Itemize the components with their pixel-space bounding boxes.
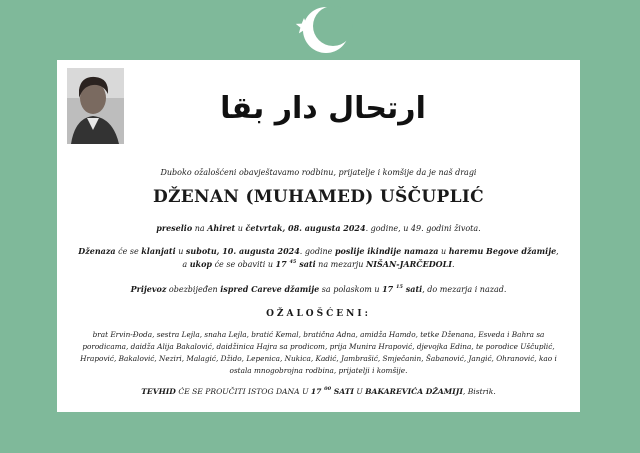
tevhid-line: TEVHID ĆE SE PROUČITI ISTOG DANA U 17 $^{00}$ SATI U BAKAREVIĆA DŽAMIJI, Bistrik. (141, 386, 496, 396)
crescent-star-icon (292, 4, 352, 56)
portrait-photo (67, 68, 124, 144)
mourners-header: OŽALOŠĆENI: (266, 309, 371, 319)
intro-text: Duboko ožalošćeni obavještavamo rodbinu, prijatelje i komšije da je naš dragi (160, 168, 477, 177)
deceased-name: DŽENAN (MUHAMED) UŠČUPLIĆ (153, 187, 484, 207)
mourners-list: brat Ervin-Đoda, sestra Lejla, snaha Lejla, bratić Kemal, bratična Adna, amidža Hamdo, tetke Dženana, Esveda i Bahra sa porodicama, daidža Alija Bakalović, daidžinica Hajra sa prodicom, prija Munira Hrapović, djevojka Edina, te porodice Uščuplić, Hrapović, Bakalović, Neziri, Malagić, Džido, Lepenica, Nukica, Kadić, Jambrašić, Smječanin, Šabanović, Jangić, Ohranović, kao i ostala mnogobrojna rodbina, prijatelji i komšije. (80, 330, 557, 375)
transport-line: Prijevoz obezbijeđen ispred Careve džamije sa polaskom u 17 $^{15}$ sati, do mezarja i nazad. (130, 284, 507, 294)
arabic-calligraphy (220, 74, 426, 138)
obituary-card (57, 60, 580, 412)
calligraphy-text: ارتحال دار بقا (220, 91, 426, 126)
death-line: preselio na Ahiret u četvrtak, 08. augusta 2024. godine, u 49. godini života. (156, 223, 481, 233)
funeral-line: Dženaza će se klanjati u subotu, 10. augusta 2024. godine poslije ikindije namaza u haremu Begove džamije, (78, 246, 559, 256)
burial-line: a ukop će se obaviti u 17 $^{45}$ sati na mezarju NIŠAN-JARČEDOLI. (182, 259, 455, 269)
